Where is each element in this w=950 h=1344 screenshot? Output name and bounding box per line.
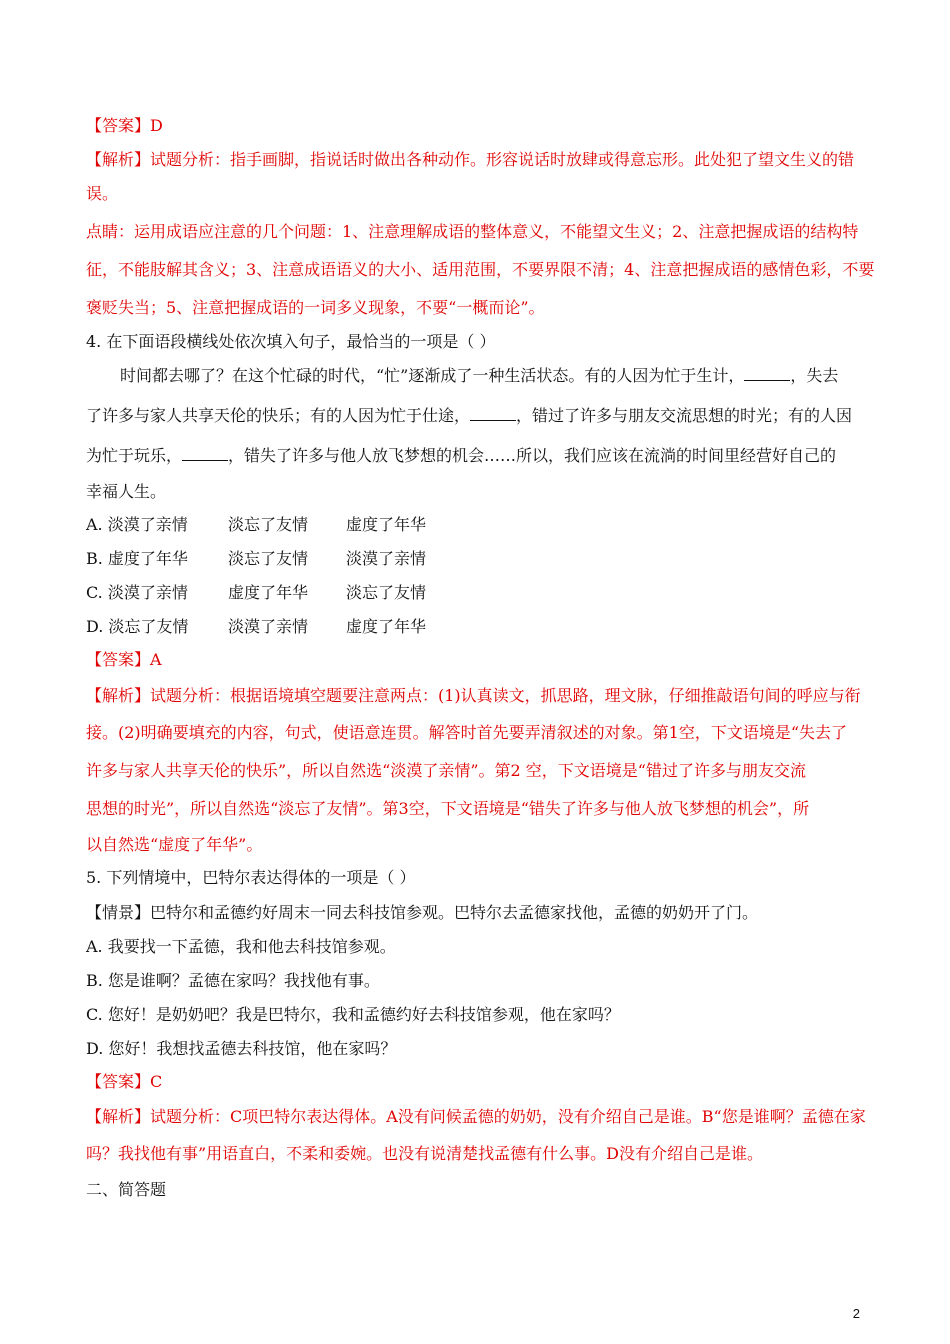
q5-option-b: B. 您是谁啊？孟德在家吗？我找他有事。: [86, 971, 380, 990]
q5-answer: 【答案】C: [86, 1072, 163, 1091]
q5-scenario: 【情景】巴特尔和孟德约好周末一同去科技馆参观。巴特尔去孟德家找他，孟德的奶奶开了门。: [86, 903, 759, 922]
q4-passage-line: 幸福人生。: [86, 482, 167, 501]
q3-answer: 【答案】D: [86, 116, 163, 135]
q5-option-a: A. 我要找一下孟德，我和他去科技馆参观。: [86, 937, 396, 956]
q4-analysis-line: 许多与家人共享天伦的快乐”，所以自然选“淡漠了亲情”。第2 空，下文语境是“错过了许多与朋友交流: [86, 761, 806, 780]
q4-passage-line: 了许多与家人共享天伦的快乐；有的人因为忙于仕途， ，错过了许多与朋友交流思想的时光；有的人因: [86, 406, 853, 425]
section-heading: 二、简答题: [86, 1180, 167, 1199]
q4-analysis-line: 【解析】试题分析：根据语境填空题要注意两点：(1)认真读文，抓思路，理文脉，仔细推敲语句间的呼应与衔: [86, 686, 861, 705]
q5-option-d: D. 您好！我想找孟德去科技馆，他在家吗？: [86, 1039, 397, 1058]
q5-analysis-line: 【解析】试题分析：C项巴特尔表达得体。A没有问候孟德的奶奶，没有介绍自己是谁。B“您是谁啊？孟德在家: [86, 1107, 866, 1126]
q3-tip-line: 征，不能肢解其含义；3、注意成语语义的大小、适用范围，不要界限不清；4、注意把握成语的感情色彩，不要: [86, 260, 875, 279]
q3-analysis-line: 误。: [86, 184, 119, 203]
q4-stem: 4. 在下面语段横线处依次填入句子，最恰当的一项是（ ）: [86, 332, 496, 351]
q3-analysis-line: 【解析】试题分析：指手画脚，指说话时做出各种动作。形容说话时放肆或得意忘形。此处犯了望文生义的错: [86, 150, 855, 169]
page-number: 2: [852, 1306, 860, 1321]
q4-analysis-line: 以自然选“虚度了年华”。: [86, 835, 263, 854]
fill-blank: [182, 446, 228, 461]
q4-analysis-line: 接。(2)明确要填充的内容，句式，使语意连贯。解答时首先要弄清叙述的对象。第1空，下文语境是“失去了: [86, 723, 848, 742]
q5-option-c: C. 您好！是奶奶吧？我是巴特尔，我和孟德约好去科技馆参观，他在家吗？: [86, 1005, 620, 1024]
q4-option-d: D. 淡忘了友情 淡漠了亲情 虚度了年华: [86, 617, 427, 636]
q5-analysis-line: 吗？我找他有事”用语直白，不柔和委婉。也没有说清楚找孟德有什么事。D没有介绍自己是谁。: [86, 1144, 764, 1163]
q4-passage-line: 为忙于玩乐， ，错失了许多与他人放飞梦想的机会……所以，我们应该在流淌的时间里经营好自己的: [86, 446, 837, 465]
fill-blank: [744, 366, 790, 381]
q4-passage-line: 时间都去哪了？在这个忙碌的时代，“忙”逐渐成了一种生活状态。有的人因为忙于生计， ，失去: [120, 366, 839, 385]
q3-tip-line: 褒贬失当；5、注意把握成语的一词多义现象，不要“一概而论”。: [86, 298, 545, 317]
q4-answer: 【答案】A: [86, 650, 162, 669]
q4-option-b: B. 虚度了年华 淡忘了友情 淡漠了亲情: [86, 549, 427, 568]
q5-stem: 5. 下列情境中，巴特尔表达得体的一项是（ ）: [86, 868, 416, 887]
q4-analysis-line: 思想的时光”，所以自然选“淡忘了友情”。第3空，下文语境是“错失了许多与他人放飞梦想的机会”，所: [86, 799, 810, 818]
q4-option-c: C. 淡漠了亲情 虚度了年华 淡忘了友情: [86, 583, 427, 602]
q3-tip-line: 点睛：运用成语应注意的几个问题：1、注意理解成语的整体意义，不能望文生义；2、注意把握成语的结构特: [86, 222, 859, 241]
q4-option-a: A. 淡漠了亲情 淡忘了友情 虚度了年华: [86, 515, 427, 534]
fill-blank: [470, 406, 516, 421]
